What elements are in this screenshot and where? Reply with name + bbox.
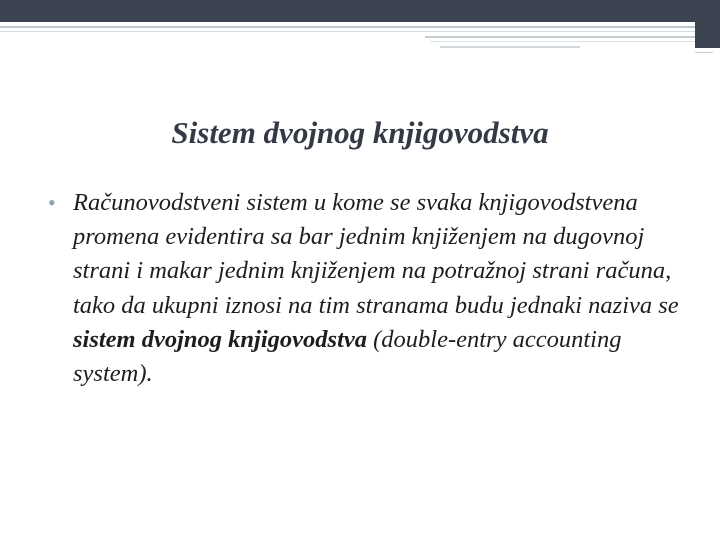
header-rule — [695, 52, 713, 53]
bullet-text-lead: Računovodstveni sistem u kome se svaka knjigovodstvena promena evidentira sa bar jednim knjiženjem na dugovnoj strani i makar jednim knjiženjem na potražnoj strani računa, tako da ukupni iznosi na tim stranama budu jednaki naziva se — [73, 189, 679, 319]
bullet-text-emphasis: sistem dvojnog knjigovodstva — [73, 325, 367, 353]
header-rule — [440, 46, 580, 48]
bullet-text-tail: (double-entry accounting system). — [73, 325, 622, 388]
bullet-text — [73, 186, 688, 391]
bullet-marker: • — [48, 190, 56, 215]
bullet-item — [48, 186, 688, 391]
header-rule — [0, 26, 695, 28]
slide-title: Sistem dvojnog knjigovodstva — [171, 115, 549, 150]
header-rule — [0, 31, 695, 32]
header-rule — [425, 36, 695, 38]
header-band — [0, 0, 720, 22]
header-rule — [430, 41, 695, 42]
header-band-corner — [695, 0, 720, 48]
